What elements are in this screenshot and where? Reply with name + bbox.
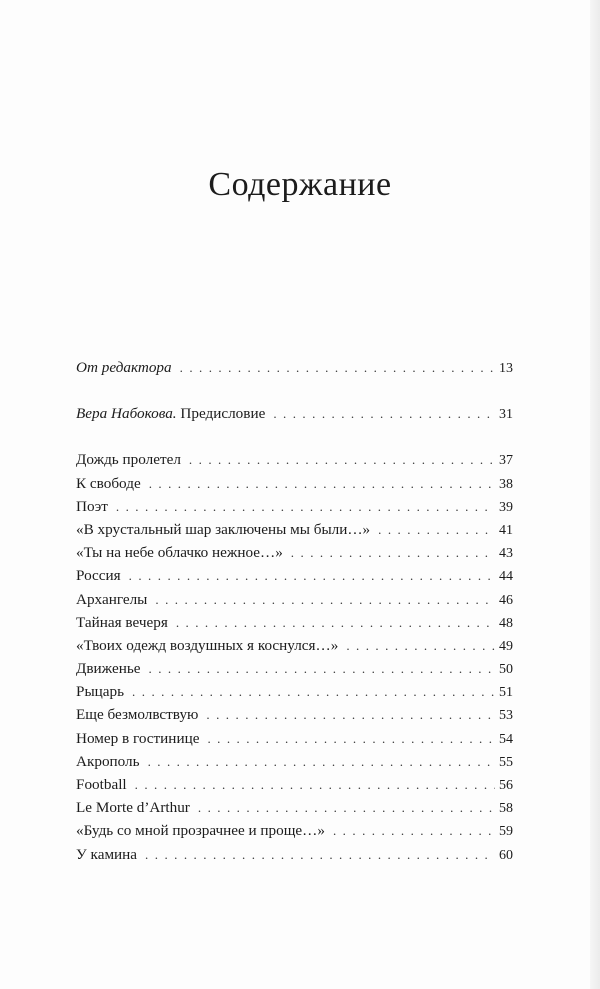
- toc-label: Поэт: [76, 497, 108, 515]
- toc-label: Номер в гостинице: [76, 729, 200, 747]
- toc-label: Рыцарь: [76, 683, 125, 701]
- toc-leader-dots: [149, 472, 495, 495]
- toc-row[interactable]: [76, 495, 513, 518]
- toc-label: Дождь пролетел: [76, 451, 181, 469]
- toc-page-number: 55: [499, 754, 513, 770]
- toc-page-number: 13: [499, 361, 513, 376]
- toc-label: «В хрустальный шар заключены мы были…»: [76, 520, 371, 538]
- toc-page-number: 31: [499, 407, 513, 423]
- toc-label: Акрополь: [76, 752, 140, 770]
- toc-label: «Будь со мной прозрачнее и проще…»: [76, 822, 325, 840]
- toc-leader-dots: [149, 657, 496, 680]
- toc-page-number: 44: [499, 569, 513, 585]
- toc-leader-dots: [291, 541, 495, 564]
- toc-label: «Ты на небе облачко нежное…»: [76, 544, 283, 562]
- toc-leader-dots: [378, 518, 495, 541]
- toc-row[interactable]: [76, 518, 513, 541]
- toc-leader-dots: [206, 703, 495, 726]
- toc-row[interactable]: [76, 727, 513, 750]
- toc-row[interactable]: [76, 472, 513, 495]
- toc-row[interactable]: [76, 703, 513, 726]
- toc-row[interactable]: [76, 819, 513, 842]
- toc-leader-dots: [135, 773, 495, 796]
- toc-label: Тайная вечеря: [76, 613, 168, 631]
- toc-row[interactable]: [76, 796, 513, 819]
- toc-page-number: 43: [499, 546, 513, 562]
- toc-row[interactable]: [76, 611, 513, 634]
- toc-row[interactable]: [76, 843, 513, 866]
- toc-leader-dots: [189, 448, 495, 471]
- toc-page-number: 53: [499, 708, 513, 724]
- toc-row[interactable]: [76, 448, 513, 471]
- toc-page-number: 48: [499, 615, 513, 631]
- toc-label: Le Morte d’Arthur: [76, 799, 190, 817]
- toc-leader-dots: [273, 402, 495, 425]
- toc-leader-dots: [176, 611, 495, 634]
- toc-leader-dots: [198, 796, 495, 819]
- toc-page-number: 51: [499, 685, 513, 701]
- toc-row[interactable]: [76, 657, 513, 680]
- toc-row[interactable]: [76, 773, 513, 796]
- toc-leader-dots: [155, 588, 495, 611]
- toc-leader-dots: [333, 819, 495, 842]
- toc-label: К свободе: [76, 474, 141, 492]
- toc-page-number: 38: [499, 476, 513, 492]
- toc-label: Архангелы: [76, 590, 148, 608]
- toc-leader-dots: [132, 680, 495, 703]
- toc-leader-dots: [116, 495, 495, 518]
- toc-author: Вера Набокова.: [76, 405, 177, 423]
- toc-page-number: 56: [499, 778, 513, 793]
- toc-page-number: 59: [499, 824, 513, 840]
- toc-leader-dots: [346, 634, 495, 657]
- toc-page-number: 49: [499, 638, 513, 654]
- toc-label: Движенье: [76, 660, 141, 678]
- toc-page-number: 54: [499, 731, 513, 747]
- toc-page-number: 50: [499, 662, 513, 678]
- toc-row[interactable]: [76, 564, 513, 587]
- toc-page-number: 41: [499, 522, 513, 538]
- toc-label-group: [76, 402, 273, 425]
- toc-leader-dots: [180, 356, 495, 379]
- toc-label: «Твоих одежд воздушных я коснулся…»: [76, 636, 339, 654]
- toc-row-editor[interactable]: [76, 356, 513, 379]
- toc-page-number: 37: [499, 453, 513, 469]
- toc-row[interactable]: [76, 680, 513, 703]
- toc-label: У камина: [76, 845, 138, 863]
- toc-row[interactable]: [76, 634, 513, 657]
- toc-leader-dots: [129, 564, 495, 587]
- page-edge-shadow: [590, 0, 600, 989]
- toc-page-number: 46: [499, 592, 513, 608]
- toc-label: От редактора: [76, 359, 172, 376]
- toc-label: Football: [76, 776, 127, 793]
- toc-row[interactable]: [76, 588, 513, 611]
- toc-row-preface[interactable]: [76, 402, 513, 425]
- toc-row[interactable]: [76, 541, 513, 564]
- page-title: Содержание: [208, 166, 392, 203]
- toc-entries: [76, 448, 513, 865]
- toc-label: Еще безмолвствую: [76, 706, 199, 724]
- toc-page-number: 60: [499, 847, 513, 863]
- table-of-contents: [76, 356, 513, 866]
- toc-leader-dots: [148, 750, 495, 773]
- toc-leader-dots: [207, 727, 495, 750]
- toc-page-number: 58: [499, 801, 513, 817]
- toc-row[interactable]: [76, 750, 513, 773]
- toc-leader-dots: [145, 843, 495, 866]
- toc-label: Предисловие: [176, 405, 266, 423]
- toc-label: Россия: [76, 567, 121, 585]
- toc-page-number: 39: [499, 499, 513, 515]
